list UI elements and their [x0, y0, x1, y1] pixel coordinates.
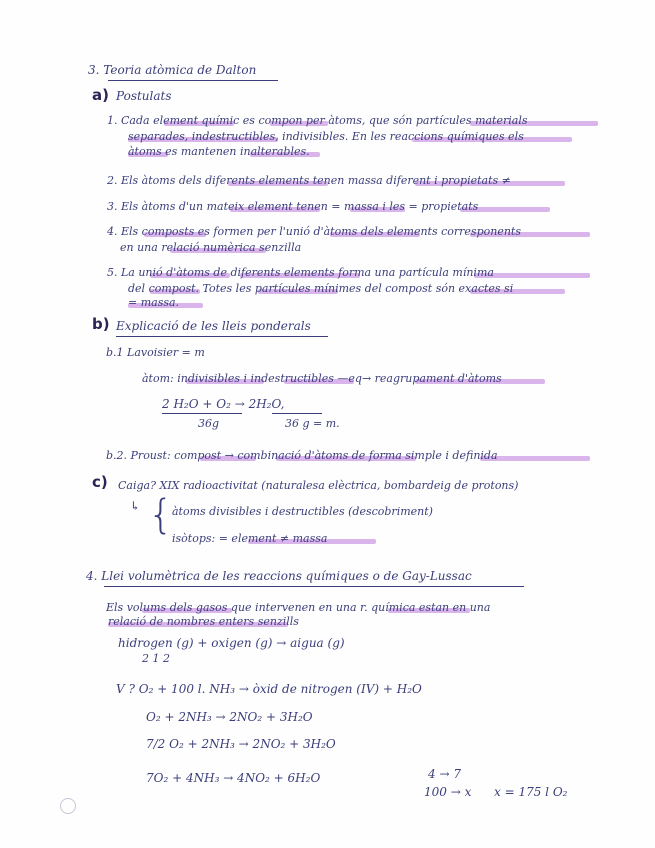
postulat-5-line-1: 5. La unió d'àtoms de diferents elements forma una partícula mínima: [107, 266, 494, 279]
brace-icon: {: [148, 492, 174, 538]
equation-ammonia-3: 7O₂ + 4NH₃ → 4NO₂ + 6H₂O: [146, 771, 321, 785]
punch-hole-icon: [60, 798, 76, 814]
arrow-icon: ↳: [130, 499, 141, 513]
gay-lussac-desc-2: relació de nombres enters senzills: [108, 615, 299, 628]
marker-c: c): [92, 473, 108, 491]
marker-b: b): [92, 315, 110, 333]
isotops-line: isòtops: = element ≠ massa: [172, 532, 328, 545]
title-underline: [108, 80, 278, 81]
postulat-1-line-3: àtoms es mantenen inalterables.: [128, 145, 310, 158]
postulat-4-line-2: en una relació numèrica senzilla: [120, 241, 302, 254]
postulats-title: Postulats: [116, 89, 172, 103]
proportion-line-2: 100 → x: [424, 785, 472, 799]
postulat-3: 3. Els àtoms d'un mateix element tenen = massa i les = propietats: [107, 200, 479, 213]
reaction-mass-left: 36g: [198, 417, 220, 430]
result: x = 175 l O₂: [494, 785, 568, 799]
radioactivitat-line: Caiga? XIX radioactivitat (naturalesa elèctrica, bombardeig de protons): [118, 479, 519, 492]
postulat-5-line-2: del compost. Totes les partícules mínimes del compost són exactes si: [128, 282, 514, 295]
equation-hydrogen: hidrogen (g) + oxigen (g) → aigua (g): [118, 636, 345, 650]
proust-line: b.2. Proust: compost → combinació d'àtoms de forma simple i definida: [106, 449, 498, 462]
postulat-1-line-1: 1. Cada element químic es compon per àtoms, que són partícules materials: [107, 114, 528, 127]
section-3-title: 3. Teoria atòmica de Dalton: [88, 63, 257, 77]
equation-hydrogen-coefficients: 2 1 2: [142, 652, 170, 665]
reaction-mass-right: 36 g = m.: [285, 417, 340, 430]
divisibles-line: àtoms divisibles i destructibles (descobriment): [172, 505, 433, 518]
equation-ammonia-1: O₂ + 2NH₃ → 2NO₂ + 3H₂O: [146, 710, 313, 724]
postulat-1-line-2: separades, indestructibles, indivisibles. En les reaccions químiques els: [128, 130, 524, 143]
reaction-line: 2 H₂O + O₂ → 2H₂O,: [162, 397, 285, 411]
postulat-2: 2. Els àtoms dels diferents elements tenen massa diferent i propietats ≠: [107, 174, 511, 187]
reaction-underline: [272, 413, 322, 414]
equation-ammonia-question: V ? O₂ + 100 l. NH₃ → òxid de nitrogen (IV) + H₂O: [116, 682, 422, 696]
proportion-line-1: 4 → 7: [428, 767, 461, 781]
postulat-5-line-3: = massa.: [128, 296, 180, 309]
equation-ammonia-2: 7/2 O₂ + 2NH₃ → 2NO₂ + 3H₂O: [146, 737, 336, 751]
postulat-4-line-1: 4. Els composts es formen per l'unió d'àtoms dels elements corresponents: [107, 225, 521, 238]
atom-line: àtom: indivisibles i indestructibles —eq→ reagrupament d'àtoms: [142, 372, 502, 385]
title-underline: [116, 336, 328, 337]
marker-a: a): [92, 86, 109, 104]
title-underline: [104, 586, 524, 587]
reaction-underline: [162, 413, 242, 414]
gay-lussac-desc-1: Els volums dels gasos que intervenen en una r. química estan en una: [106, 601, 491, 614]
lleis-ponderals-title: Explicació de les lleis ponderals: [116, 319, 311, 333]
section-4-title: 4. Llei volumètrica de les reaccions químiques o de Gay-Lussac: [86, 569, 472, 583]
lavoisier-line: b.1 Lavoisier = m: [106, 346, 205, 359]
